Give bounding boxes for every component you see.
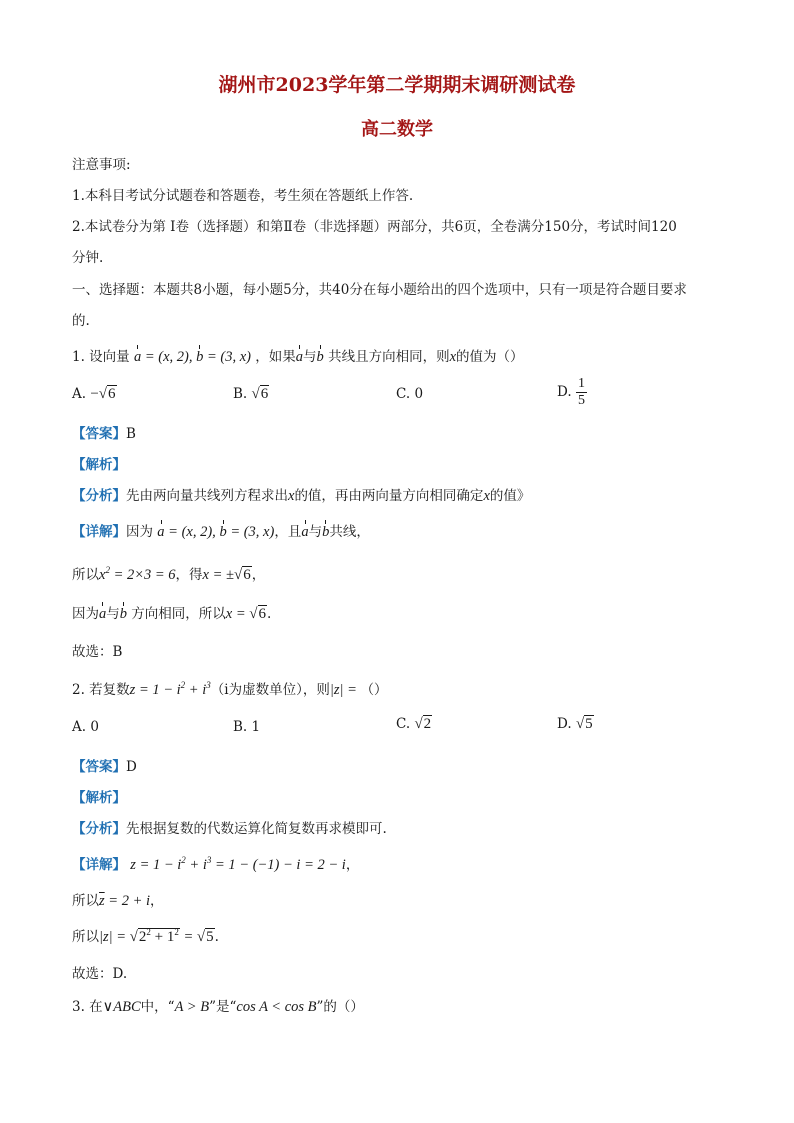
q1-detail: 【详解】因为 a = (x, 2), b = (3, x)，且a与b共线， bbox=[72, 524, 370, 540]
document-subtitle: 高二数学 bbox=[361, 119, 433, 140]
q1-fenxi: 【分析】先由两向量共线列方程求出x的值，再由两向量方向相同确定x的值》 bbox=[72, 488, 531, 504]
q2-option-b: B. 1 bbox=[233, 719, 261, 735]
q1-step-solve: 所以$x^2 = 2\times 3 = 6$，得x = ±√6， bbox=[72, 565, 266, 583]
q2-option-d: D. √5 bbox=[557, 716, 593, 732]
q1-option-d: D. $\frac{1}{5}$ bbox=[557, 376, 585, 408]
q2-detail: 【详解】 $z = 1 - i^2 + i^3 = 1 - (-1) - i = 2 - i$， bbox=[72, 855, 360, 873]
q2-analysis-heading: 【解析】 bbox=[72, 790, 126, 806]
section-1-intro: 一、选择题：本题共8小题，每小题5分，共40分在每小题给出的四个选项中，只有一项是符合题目要求 bbox=[72, 282, 687, 298]
q1-option-c: C. 0 bbox=[396, 386, 424, 402]
q2-step-modulus: 所以$|z| = √2^2 + 1^2 = √5$. bbox=[72, 927, 219, 945]
document-title: 湖州市2023学年第二学期期末调研测试卷 bbox=[218, 74, 576, 96]
note-item-2-cont: 分钟. bbox=[72, 250, 104, 266]
question-2-stem: 2. 若复数$z = 1 - i^2 + i^3(i$为虚数单位），则|z| = （） bbox=[72, 680, 388, 698]
q1-answer: 【答案】B bbox=[72, 426, 136, 442]
q2-select: 故选：D. bbox=[72, 966, 128, 982]
q1-select: 故选：B bbox=[72, 644, 123, 660]
q2-step-conjugate: 所以$\overline{z} = 2 + i$， bbox=[72, 893, 164, 909]
note-item-2: 2.本试卷分为第 I卷（选择题）和第Ⅱ卷（非选择题）两部分，共6页，全卷满分150分，考试时间120 bbox=[72, 219, 677, 235]
q1-analysis-heading: 【解析】 bbox=[72, 457, 126, 473]
section-1-intro-cont: 的. bbox=[72, 313, 90, 329]
notes-heading: 注意事项: bbox=[72, 157, 131, 173]
q2-fenxi: 【分析】先根据复数的代数运算化简复数再求模即可. bbox=[72, 821, 387, 837]
q2-option-c: C. √2 bbox=[396, 716, 432, 732]
q2-option-a: A. 0 bbox=[72, 719, 99, 735]
q1-option-a: A. −√6 bbox=[72, 386, 116, 402]
question-3-stem: 3. 在∨ABC中，“A > B”是“cos A < cos B”的（） bbox=[72, 999, 364, 1015]
question-1-stem: 1. 设向量 a = (x, 2), b = (3, x) ，如果a与b 共线且方向相同，则x的值为（） bbox=[72, 349, 524, 365]
q1-option-b: B. √6 bbox=[233, 386, 269, 402]
note-item-1: 1.本科目考试分试题卷和答题卷，考生须在答题纸上作答. bbox=[72, 188, 414, 204]
q2-answer: 【答案】D bbox=[72, 759, 137, 775]
q1-vectors-formula: a = (x, 2), b = (3, x) bbox=[133, 349, 251, 365]
q1-step-direction: 因为a与b 方向相同，所以x = √6. bbox=[72, 606, 272, 622]
